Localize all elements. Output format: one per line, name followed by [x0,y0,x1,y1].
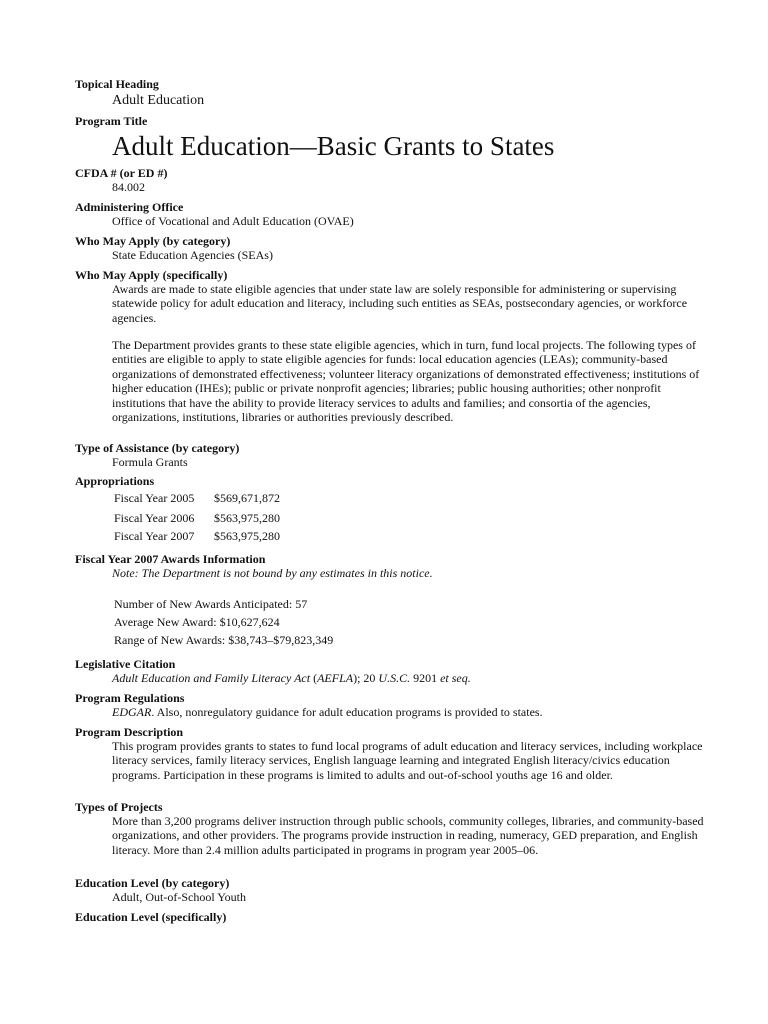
types-of-projects-label: Types of Projects [75,800,163,814]
who-may-apply-paragraph-2: The Department provides grants to these state eligible agencies, which in turn, fund local projects. The following types of entities are eligible to apply to state eligible agencies for funds: local education agencies (LEAs); community-based organizations of demonstrated effectiveness; volunteer literacy organizations of demonstrated effectiveness; institutions of higher education (IHEs); public or private nonprofit agencies; libraries; public housing authorities; other nonprofit institutions that have the ability to provide literacy services to adults and families; and consortia of the agencies, organizations, institutions, libraries or authorities previously described. [112,338,700,425]
citation-act: Adult Education and Family Literacy Act [112,671,311,685]
type-of-assistance-label: Type of Assistance (by category) [75,441,240,455]
regulations-edgar: EDGAR [112,705,152,719]
administering-office-label: Administering Office [75,200,184,214]
legislative-citation-value [112,671,471,685]
citation-mid: ); 20 [353,671,379,685]
who-may-apply-paragraph-1: Awards are made to state eligible agencies that under state law are solely responsible for administering or supervising statewide policy for adult education and literacy, including such entities as SEAs, postsecondary agencies, or workforce agencies. [112,282,688,325]
appropriation-row [114,491,280,505]
citation-abbr: AEFLA [317,671,354,685]
citation-usc: U.S.C. [378,671,411,685]
appropriation-amount: $563,975,280 [214,511,280,525]
education-level-category-value: Adult, Out-of-School Youth [112,890,247,904]
education-level-specifically-label: Education Level (specifically) [75,910,227,924]
who-may-apply-category-value: State Education Agencies (SEAs) [112,248,273,262]
program-regulations-label: Program Regulations [75,691,185,705]
appropriation-amount: $569,671,872 [214,491,280,505]
awards-info-label: Fiscal Year 2007 Awards Information [75,552,266,566]
cfda-label: CFDA # (or ED #) [75,166,168,180]
regulations-rest: . Also, nonregulatory guidance for adult education programs is provided to states. [151,705,543,719]
appropriations-label: Appropriations [75,474,155,488]
who-may-apply-specifically-label: Who May Apply (specifically) [75,268,228,282]
program-regulations-value [112,705,543,719]
awards-number: Number of New Awards Anticipated: 57 [114,597,308,611]
appropriation-amount: $563,975,280 [214,529,280,543]
awards-range: Range of New Awards: $38,743–$79,823,349 [114,633,334,647]
awards-average: Average New Award: $10,627,624 [114,615,280,629]
appropriation-row [114,529,280,543]
appropriation-year: Fiscal Year 2006 [114,511,195,525]
program-description-label: Program Description [75,725,184,739]
awards-info-note: Note: The Department is not bound by any estimates in this notice. [112,566,433,580]
citation-et-seq: et seq. [440,671,471,685]
topical-heading-value: Adult Education [112,93,205,108]
citation-paren-open: ( [310,671,318,685]
cfda-value: 84.002 [112,180,145,194]
legislative-citation-label: Legislative Citation [75,657,176,671]
types-of-projects-value: More than 3,200 programs deliver instruction through public schools, community colleges, libraries, and community-based organizations, and other providers. The programs provide instruction in reading, numeracy, GED preparation, and English literacy. More than 2.4 million adults participated in programs in program year 2005–06. [112,814,704,857]
program-title-value: Adult Education—Basic Grants to States [112,131,555,161]
topical-heading-label: Topical Heading [75,77,159,91]
program-title-label: Program Title [75,114,148,128]
appropriation-year: Fiscal Year 2007 [114,529,195,543]
appropriation-year: Fiscal Year 2005 [114,491,195,505]
administering-office-value: Office of Vocational and Adult Education (OVAE) [112,214,354,228]
education-level-category-label: Education Level (by category) [75,876,230,890]
citation-section: 9201 [410,671,441,685]
appropriation-row [114,511,280,525]
type-of-assistance-value: Formula Grants [112,455,188,469]
program-description-value: This program provides grants to states to fund local programs of adult education and literacy services, including workplace literacy services, family literacy services, English language learning and integrated English literacy/civics education programs. Participation in these programs is limited to adults and out-of-school youths age 16 and older. [112,739,703,782]
who-may-apply-category-label: Who May Apply (by category) [75,234,231,248]
